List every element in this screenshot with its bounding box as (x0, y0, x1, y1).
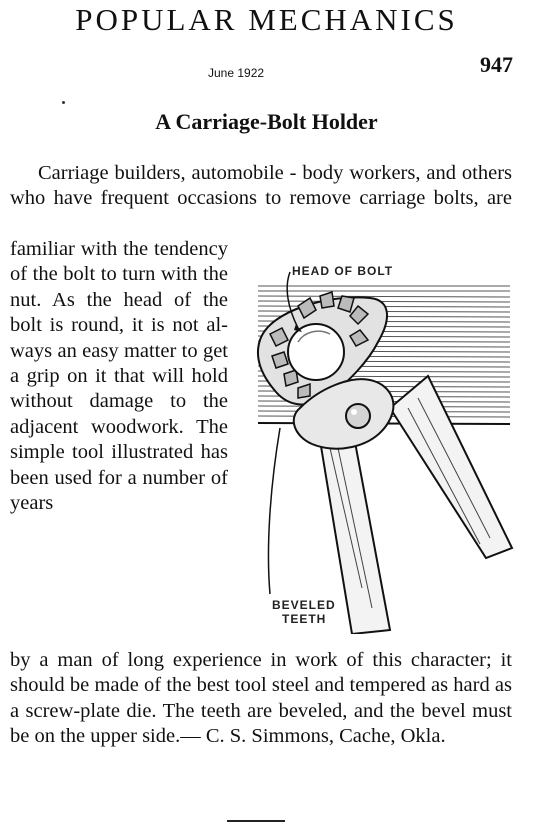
label-teeth: TEETH (282, 612, 327, 626)
article-closing-paragraph: by a man of long experience in work of this character; it should be made of the best tool steel and tempered as hard as a screw-plate die. The teeth are beveled, and the bevel must be on the upper side.— C. S. Simmons, Cache, Okla. (10, 649, 512, 748)
tool-illustration (240, 258, 518, 634)
label-beveled: BEVELED (272, 598, 336, 612)
issue-date: June 1922 (208, 66, 265, 80)
article-title: A Carriage-Bolt Holder (155, 109, 378, 134)
label-head-of-bolt: HEAD OF BOLT (292, 264, 394, 278)
end-rule (227, 820, 285, 822)
carriage-bolt-holder-drawing (240, 258, 518, 634)
print-speck (62, 101, 65, 104)
masthead-title: POPULAR MECHANICS (75, 2, 458, 37)
article-column-paragraph: familiar with the tendency of the bolt to turn with the nut. As the head of the bolt is round, it is not always an easy matter to get a grip on it that will hold without damage to the adjacent woodwork. The simple tool illustrated has been used for a number of years (10, 238, 228, 515)
page-number: 947 (480, 52, 513, 77)
article-intro-paragraph: Carriage builders, automobile - body workers, and others who have frequent occasions to remove carriage bolts, are (10, 162, 512, 210)
